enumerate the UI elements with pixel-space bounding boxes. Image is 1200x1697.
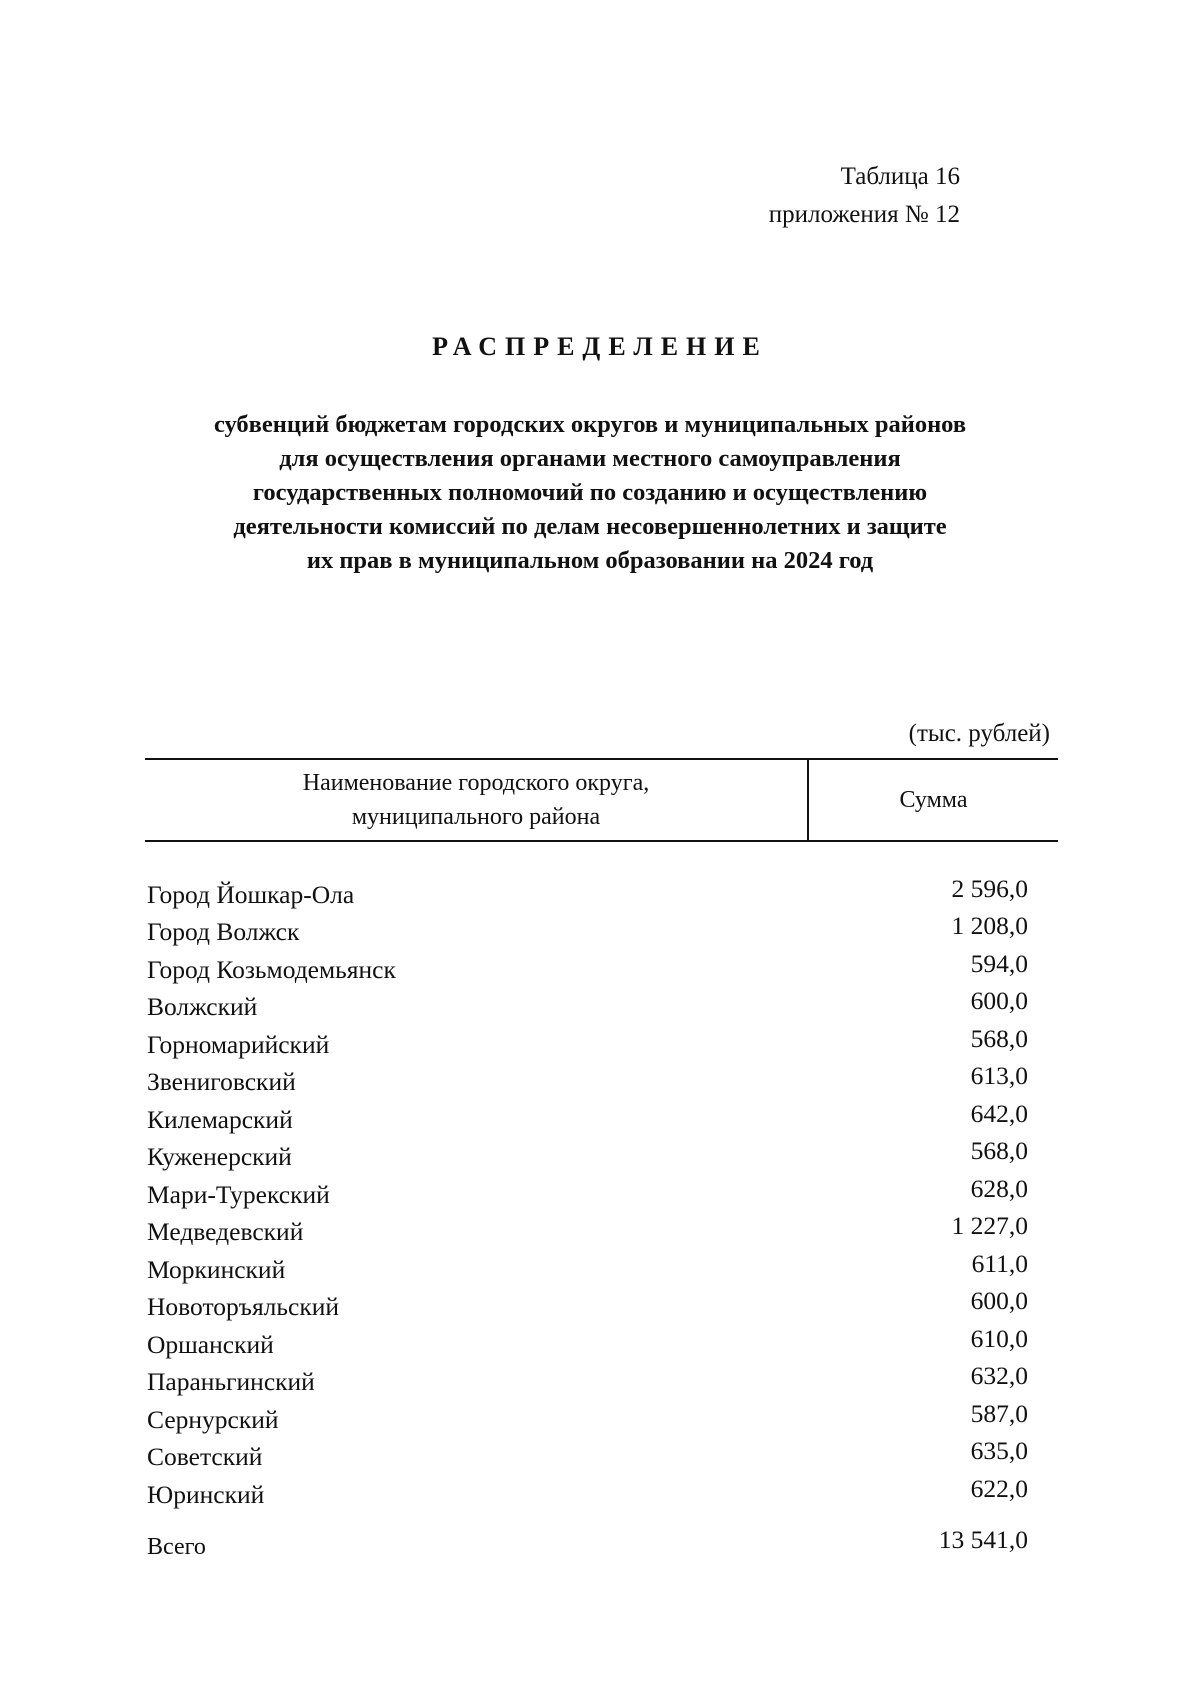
row-value: 600,0 [970,1286,1028,1315]
row-name: Город Козьмодемьянск [147,954,396,984]
table-header [145,758,1058,842]
column-header-name-line: муниципального района [351,804,601,830]
column-header-name [145,760,809,840]
table-row [145,1285,1058,1323]
subtitle-line: их прав в муниципальном образовании на 2024 год [306,547,874,574]
table-reference [769,158,960,234]
row-name: Медведевский [147,1217,304,1246]
subtitle-line: для осуществления органами местного самоуправления [279,445,901,472]
row-name: Юринский [147,1479,265,1509]
row-value: 610,0 [970,1323,1028,1353]
table-row [145,1360,1058,1398]
row-value: 594,0 [970,948,1028,978]
table-row [145,1135,1058,1173]
distribution-table [145,758,1058,1561]
row-value: 568,0 [970,1136,1028,1165]
row-name: Горномарийский [147,1029,330,1059]
row-value: 568,0 [970,1023,1028,1053]
row-value: 600,0 [970,986,1028,1015]
row-value: 1 208,0 [951,911,1028,940]
row-value: 622,0 [970,1473,1028,1503]
document-subtitle [140,408,1040,578]
column-header-name-line: Наименование городского округа, [302,770,650,796]
table-row [145,1435,1058,1473]
table-row [145,985,1058,1023]
table-row [145,1247,1058,1285]
subtitle-line: государственных полномочий по созданию и осуществлению [252,479,928,506]
row-value: 635,0 [970,1436,1028,1465]
row-name: Моркинский [147,1254,286,1284]
table-row [145,1060,1058,1098]
row-name: Оршанский [147,1329,274,1359]
document-heading: РАСПРЕДЕЛЕНИЕ [432,332,768,361]
row-name: Сернурский [147,1404,279,1434]
row-name: Волжский [147,992,258,1021]
row-value: 628,0 [970,1173,1028,1203]
row-value: 632,0 [970,1361,1028,1390]
row-name: Советский [147,1442,263,1471]
table-row [145,872,1058,910]
appendix-number: приложения № 12 [768,201,960,228]
row-value: 2 596,0 [951,873,1028,903]
row-name: Килемарский [147,1104,293,1134]
row-value: 613,0 [970,1061,1028,1090]
subtitle-line: деятельности комиссий по делам несовершеннолетних и защите [233,513,947,540]
row-name: Город Йошкар-Ола [147,879,355,909]
table-row [145,1472,1058,1510]
table-number: Таблица 16 [840,163,960,190]
row-value: 587,0 [970,1398,1028,1428]
total-label: Всего [147,1534,206,1560]
table-body [145,872,1058,1561]
table-row [145,1172,1058,1210]
units-label: (тыс. рублей) [908,720,1050,747]
table-row [145,1210,1058,1248]
table-row [145,1022,1058,1060]
row-value: 642,0 [970,1098,1028,1128]
row-name: Мари-Турекский [147,1179,330,1209]
row-name: Новоторъяльский [147,1292,340,1321]
column-header-sum: Сумма [899,786,968,813]
total-row [145,1524,1058,1562]
row-value: 611,0 [971,1248,1028,1278]
table-row [145,947,1058,985]
table-row [145,1322,1058,1360]
subtitle-line: субвенций бюджетам городских округов и муниципальных районов [213,411,967,438]
total-value: 13 541,0 [938,1525,1028,1554]
row-name: Куженерский [147,1142,292,1171]
row-value: 1 227,0 [951,1211,1028,1240]
row-name: Город Волжск [147,917,300,946]
table-row [145,1097,1058,1135]
table-row [145,1397,1058,1435]
table-row [145,910,1058,948]
row-name: Параньгинский [147,1367,315,1396]
row-name: Звениговский [147,1067,296,1096]
